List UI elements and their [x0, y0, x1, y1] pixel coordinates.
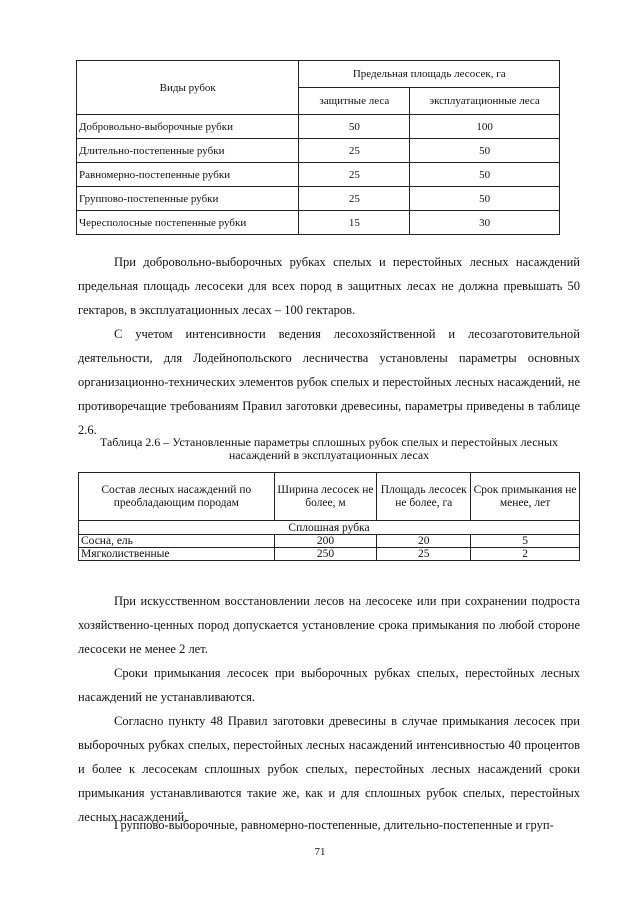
row-name: Длительно-постепенные рубки — [77, 139, 299, 163]
row-name: Равномерно-постепенные рубки — [77, 163, 299, 187]
paragraph-6 — [78, 813, 580, 837]
table-row — [77, 115, 560, 139]
header-composition: Состав лесных насаждений по преобладающим породам — [79, 473, 275, 521]
row-name: Группово-постепенные рубки — [77, 187, 299, 211]
paragraph-1-text: При добровольно-выборочных рубках спелых и перестойных лесных насаждений предельная площадь лесосеки для всех пород в защитных лесах не должна превышать 50 гектаров, в эксплуатационных лесах – 100 гектаров. — [78, 255, 580, 317]
row-area: 20 — [377, 535, 471, 548]
paragraph-5 — [78, 709, 580, 829]
page-number: 71 — [314, 846, 326, 858]
paragraph-4-text: Сроки примыкания лесосек при выборочных рубках спелых, перестойных лесных насаждений не устанавливаются. — [78, 666, 580, 704]
header-area: Площадь лесосек не более, га — [377, 473, 471, 521]
row-value-operational: 100 — [410, 115, 560, 139]
table-row — [77, 139, 560, 163]
cutting-area-limits-table — [76, 60, 560, 235]
row-value-operational: 50 — [410, 187, 560, 211]
row-value-operational: 50 — [410, 163, 560, 187]
row-name: Добровольно-выборочные рубки — [77, 115, 299, 139]
row-term: 2 — [471, 548, 580, 561]
header-width: Ширина лесосек не более, м — [274, 473, 377, 521]
section-clearcut: Сплошная рубка — [79, 521, 580, 535]
row-value-protective: 50 — [299, 115, 410, 139]
row-term: 5 — [471, 535, 580, 548]
row-name: Мягколиственные — [79, 548, 275, 561]
header-term: Срок примыкания не менее, лет — [471, 473, 580, 521]
paragraph-2-text: С учетом интенсивности ведения лесохозяйственной и лесозаготовительной деятельности, для Лодейнопольского лесничества установлены параметры основных организационно-технических элементов рубок спелых и перестойных лесных насаждений, не противоречащие требованиям Правил заготовки древесины, параметры приведены в таблице 2.6. — [78, 327, 580, 437]
table-row — [79, 535, 580, 548]
row-value-protective: 25 — [299, 139, 410, 163]
header-max-area: Предельная площадь лесосек, га — [299, 61, 560, 88]
header-cutting-type: Виды рубок — [77, 61, 299, 115]
row-width: 250 — [274, 548, 377, 561]
row-name: Сосна, ель — [79, 535, 275, 548]
paragraph-3-text: При искусственном восстановлении лесов на лесосеке или при сохранении подроста хозяйственно-ценных пород допускается установление срока примыкания по любой стороне лесосеки не менее 2 лет. — [78, 594, 580, 656]
table-row — [77, 187, 560, 211]
table-row — [77, 163, 560, 187]
paragraph-2 — [78, 322, 580, 442]
table-section-row — [79, 521, 580, 535]
row-value-protective: 15 — [299, 211, 410, 235]
paragraph-1 — [78, 250, 580, 322]
clearcut-parameters-table — [78, 472, 580, 561]
paragraph-6-text: Группово-выборочные, равномерно-постепенные, длительно-постепенные и груп- — [114, 818, 554, 832]
row-value-protective: 25 — [299, 163, 410, 187]
row-value-operational: 50 — [410, 139, 560, 163]
paragraph-4 — [78, 661, 580, 709]
paragraph-3 — [78, 589, 580, 661]
row-value-protective: 25 — [299, 187, 410, 211]
table-row — [77, 211, 560, 235]
table-header-row — [79, 473, 580, 521]
row-area: 25 — [377, 548, 471, 561]
table-row — [79, 548, 580, 561]
paragraph-5-text: Согласно пункту 48 Правил заготовки древесины в случае примыкания лесосек при выборочных рубках спелых, перестойных лесных насаждений интенсивностью 40 процентов и более к лесосекам сплошных рубок спелых, перестойных лесных насаждений сроки примыкания устанавливаются такие же, как и для сплошных рубок спелых, перестойных лесных насаждений. — [78, 714, 580, 824]
table-header-row — [77, 61, 560, 88]
header-operational-forests: эксплуатационные леса — [410, 88, 560, 115]
header-protective-forests: защитные леса — [299, 88, 410, 115]
row-width: 200 — [274, 535, 377, 548]
row-name: Чересполосные постепенные рубки — [77, 211, 299, 235]
row-value-operational: 30 — [410, 211, 560, 235]
table-caption: Таблица 2.6 – Установленные параметры сплошных рубок спелых и перестойных лесных насаждений в эксплуатационных лесах — [99, 435, 559, 462]
